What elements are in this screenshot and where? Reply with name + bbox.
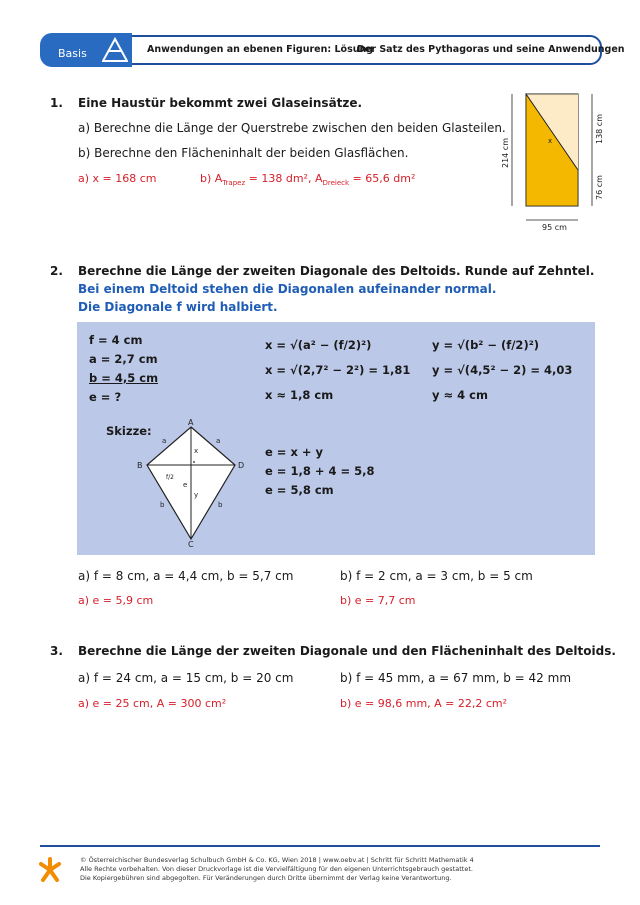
task1-question-b: b) Berechne den Flächeninhalt der beiden Glasflächen. xyxy=(78,146,409,160)
svg-text:a: a xyxy=(162,437,167,445)
e-calc: e = 1,8 + 4 = 5,8 xyxy=(265,464,375,478)
y-calc: y = √(4,5² − 2) = 4,03 xyxy=(432,363,573,377)
header-topic: Anwendungen an ebenen Figuren: Lösung xyxy=(147,44,374,55)
x-formula: x = √(a² − (f/2)²) xyxy=(265,338,372,352)
footer-disclaimer: Die Kopiergebühren sind abgegolten. Für Veränderungen durch Dritte übernimmt der Verlag keine Verantwortung. xyxy=(80,874,452,882)
door-width-label: 95 cm xyxy=(542,223,567,232)
svg-text:b: b xyxy=(218,501,223,509)
svg-text:a: a xyxy=(216,437,221,445)
svg-text:A: A xyxy=(188,418,194,427)
footer-rights: Alle Rechte vorbehalten. Von dieser Druckvorlage ist die Vervielfältigung für den eigenen Unterrichtsgebrauch gestattet. xyxy=(80,865,473,873)
task2-number: 2. xyxy=(50,264,63,278)
svg-text:e: e xyxy=(183,481,188,489)
task2-hint-1: Bei einem Deltoid stehen die Diagonalen aufeinander normal. xyxy=(78,282,497,296)
footer-copyright: © Österreichischer Bundesverlag Schulbuch GmbH & Co. KG, Wien 2018 | www.oebv.at | Schritt für Schritt Mathematik 4 xyxy=(80,856,474,864)
task2-hint-2: Die Diagonale f wird halbiert. xyxy=(78,300,278,314)
svg-text:D: D xyxy=(238,461,245,470)
task3-title: Berechne die Länge der zweiten Diagonale und den Flächeninhalt des Deltoids. xyxy=(78,644,616,658)
task2-answer-b: b) e = 7,7 cm xyxy=(340,594,416,607)
svg-text:B: B xyxy=(137,461,143,470)
e-formula: e = x + y xyxy=(265,445,323,459)
footer-divider xyxy=(40,845,600,847)
header-chapter: Der Satz des Pythagoras und seine Anwendungen xyxy=(357,44,625,55)
task2-question-a: a) f = 8 cm, a = 4,4 cm, b = 5,7 cm xyxy=(78,569,294,583)
given-a: a = 2,7 cm xyxy=(89,352,158,366)
task1-answer-b: b) $A_{Trapez} = 138$ dm², $A_{Dreieck} = 65,6$ dm² xyxy=(200,172,416,188)
triangle-logo-icon xyxy=(102,37,128,63)
task3-number: 3. xyxy=(50,644,63,658)
publisher-logo-icon xyxy=(38,857,62,883)
task2-answer-a: a) e = 5,9 cm xyxy=(78,594,154,607)
kite-sketch xyxy=(130,417,260,549)
task3-answer-a: a) e = 25 cm, A = 300 cm² xyxy=(78,697,227,710)
task1-question-a: a) Berechne die Länge der Querstrebe zwischen den beiden Glasteilen. xyxy=(78,121,506,135)
task1-number: 1. xyxy=(50,96,63,110)
x-result: x ≈ 1,8 cm xyxy=(265,388,334,402)
given-e: e = ? xyxy=(89,390,122,404)
svg-text:C: C xyxy=(188,540,194,549)
e-result: e = 5,8 cm xyxy=(265,483,334,497)
task3-question-b: b) f = 45 mm, a = 67 mm, b = 42 mm xyxy=(340,671,572,685)
task1-title: Eine Haustür bekommt zwei Glaseinsätze. xyxy=(78,96,363,110)
svg-text:b: b xyxy=(160,501,165,509)
door-x-label: x xyxy=(548,137,553,145)
given-f: f = 4 cm xyxy=(89,333,143,347)
svg-text:f/2: f/2 xyxy=(166,474,174,481)
task3-question-a: a) f = 24 cm, a = 15 cm, b = 20 cm xyxy=(78,671,294,685)
door-height-label: 214 cm xyxy=(501,137,510,168)
x-calc: x = √(2,7² − 2²) = 1,81 xyxy=(265,363,411,377)
task3-answer-b: b) e = 98,6 mm, A = 22,2 cm² xyxy=(340,697,508,710)
y-result: y ≈ 4 cm xyxy=(432,388,488,402)
door-top-label: 138 cm xyxy=(595,113,604,144)
sketch-label: Skizze: xyxy=(106,424,152,438)
door-bottom-label: 76 cm xyxy=(595,175,604,200)
y-formula: y = √(b² − (f/2)²) xyxy=(432,338,539,352)
badge-label: Basis xyxy=(58,47,87,60)
task2-title: Berechne die Länge der zweiten Diagonale des Deltoids. Runde auf Zehntel. xyxy=(78,264,595,278)
task1-answer-a: a) x = 168 cm xyxy=(78,172,157,185)
door-figure xyxy=(498,88,604,234)
svg-text:x: x xyxy=(194,447,199,455)
given-b: b = 4,5 cm xyxy=(89,371,159,385)
svg-text:y: y xyxy=(194,491,199,499)
task2-question-b: b) f = 2 cm, a = 3 cm, b = 5 cm xyxy=(340,569,533,583)
